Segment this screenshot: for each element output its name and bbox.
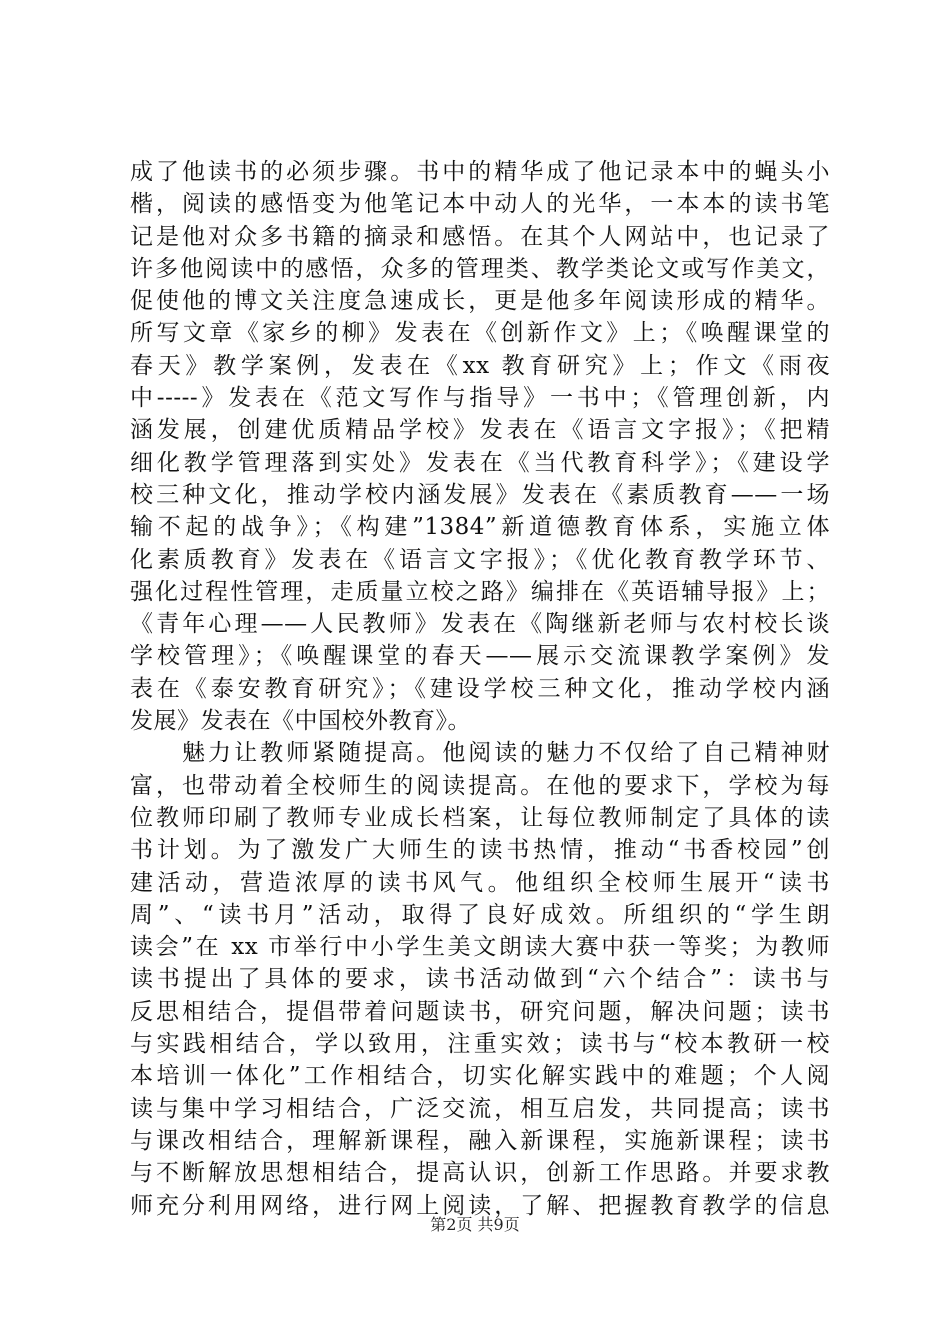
- text-line: 促使他的博文关注度急速成长，更是他多年阅读形成的精华。: [130, 288, 830, 315]
- text-line: 读书提出了具体的要求，读书活动做到“六个结合”：读书与: [130, 966, 830, 993]
- text-line: 强化过程性管理，走质量立校之路》编排在《英语辅导报》上；: [130, 578, 830, 605]
- text-line: 春天》教学案例，发表在《xx 教育研究》上；作文《雨夜: [130, 352, 830, 379]
- text-line: 所写文章《家乡的柳》发表在《创新作文》上；《唤醒课堂的: [130, 320, 830, 347]
- text-line: 校三种文化，推动学校内涵发展》发表在《素质教育——一场: [130, 481, 830, 508]
- text-line: 许多他阅读中的感悟，众多的管理类、教学类论文或写作美文，: [130, 255, 830, 282]
- text-line: 师充分利用网络，进行网上阅读，了解、把握教育教学的信息: [130, 1192, 830, 1219]
- text-line: 与实践相结合，学以致用，注重实效；读书与“校本教研一校: [130, 1031, 830, 1058]
- text-line: 中-----》发表在《范文写作与指导》一书中；《管理创新，内: [130, 385, 830, 412]
- text-line: 书计划。为了激发广大师生的读书热情，推动“书香校园”创: [130, 837, 830, 864]
- text-line: 富，也带动着全校师生的阅读提高。在他的要求下，学校为每: [130, 772, 830, 799]
- text-line: 位教师印刷了教师专业成长档案，让每位教师制定了具体的读: [130, 804, 830, 831]
- text-line: 与不断解放思想相结合，提高认识，创新工作思路。并要求教: [130, 1160, 830, 1187]
- text-line: 读会”在 xx 市举行中小学生美文朗读大赛中获一等奖；为教师: [130, 934, 830, 961]
- text-line: 记是他对众多书籍的摘录和感悟。在其个人网站中，也记录了: [130, 223, 830, 250]
- text-line: 与课改相结合，理解新课程，融入新课程，实施新课程；读书: [130, 1127, 830, 1154]
- text-line: 楷，阅读的感悟变为他笔记本中动人的光华，一本本的读书笔: [130, 191, 830, 218]
- text-line: 细化教学管理落到实处》发表在《当代教育科学》；《建设学: [130, 449, 830, 476]
- text-line: 学校管理》；《唤醒课堂的春天——展示交流课教学案例》发: [130, 643, 830, 670]
- text-line: 表在《泰安教育研究》；《建设学校三种文化，推动学校内涵: [130, 675, 830, 702]
- text-line: 化素质教育》发表在《语言文字报》；《优化教育教学环节、: [130, 546, 830, 573]
- text-line: 成了他读书的必须步骤。书中的精华成了他记录本中的蝇头小: [130, 159, 830, 185]
- text-line: 涵发展，创建优质精品学校》发表在《语言文字报》；《把精: [130, 417, 830, 444]
- body-text: [130, 156, 830, 1222]
- text-line: 本培训一体化”工作相结合，切实化解实践中的难题；个人阅: [130, 1063, 830, 1090]
- text-line: 发展》发表在《中国校外教育》。: [130, 708, 471, 735]
- text-line: 建活动，营造浓厚的读书风气。他组织全校师生展开“读书: [130, 869, 830, 896]
- text-line: 反思相结合，提倡带着问题读书，研究问题，解决问题；读书: [130, 998, 830, 1025]
- page-footer: 第2页 共9页: [430, 1215, 520, 1234]
- text-line: 输不起的战争》；《构建”1384”新道德教育体系，实施立体: [130, 514, 830, 541]
- text-line: 读与集中学习相结合，广泛交流，相互启发，共同提高；读书: [130, 1095, 830, 1122]
- text-line: 魅力让教师紧随提高。他阅读的魅力不仅给了自己精神财: [130, 740, 830, 767]
- text-line: 《青年心理——人民教师》发表在《陶继新老师与农村校长谈: [130, 611, 830, 638]
- text-line: 周”、“读书月”活动，取得了良好成效。所组织的“学生朗: [130, 901, 830, 928]
